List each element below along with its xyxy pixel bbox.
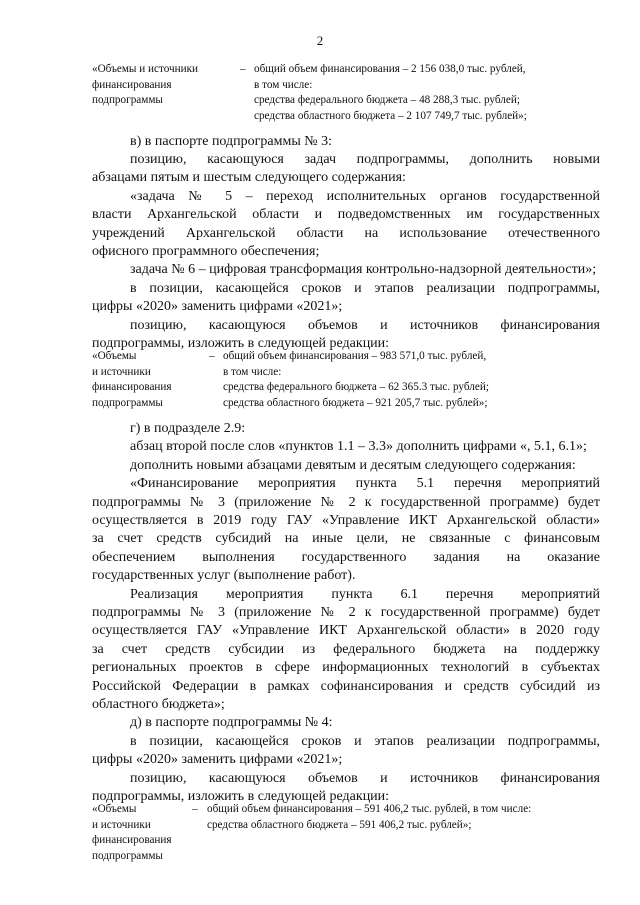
paragraph-line: за счет средств субсидии из федерального бюджета на поддержку — [92, 642, 600, 657]
paragraph-line: в позиции, касающейся сроков и этапов реализации подпрограммы, — [130, 734, 600, 749]
funding-table-1-value: общий объем финансирования – 2 156 038,0 тыс. рублей, в том числе: средства федерального бюджета – 48 288,3 тыс. рублей; средства областного бюджета – 2 107 749,7 тыс. рублей»; — [254, 63, 527, 122]
paragraph-line: в позиции, касающейся сроков и этапов реализации подпрограммы, — [130, 281, 600, 296]
paragraph-line: государственных услуг (выполнение работ). — [92, 568, 356, 583]
paragraph-line: подпрограммы № 3 (приложение № 2 к государственной программе) будет — [92, 605, 600, 620]
funding-table-2-dash: – — [209, 350, 215, 362]
paragraph-line: офисного программного обеспечения; — [92, 244, 320, 259]
paragraph-line: позицию, касающуюся объемов и источников финансирования — [130, 771, 600, 786]
paragraph-line: «Финансирование мероприятия пункта 5.1 перечня мероприятий — [130, 476, 600, 491]
funding-table-1-dash: – — [240, 63, 246, 75]
paragraph-line: осуществляется ГАУ «Управление ИКТ Архангельской области» в 2020 году — [92, 623, 600, 638]
paragraph-line: Российской Федерации в рамках софинансирования и средств субсидий из — [92, 679, 600, 694]
paragraph-line: в) в паспорте подпрограммы № 3: — [130, 134, 332, 149]
paragraph-line: подпрограммы, изложить в следующей редакции: — [92, 789, 390, 804]
paragraph-line: позицию, касающуюся задач подпрограммы, дополнить новыми — [130, 152, 600, 167]
paragraph-line: обеспечением выполнения государственного задания на оказание — [92, 550, 600, 565]
paragraph-line: региональных проектов в сфере информационных технологий в субъектах — [92, 660, 600, 675]
funding-table-1-label: «Объемы и источники финансирования подпрограммы — [92, 63, 199, 107]
paragraph-line: дополнить новыми абзацами девятым и десятым следующего содержания: — [130, 458, 576, 473]
paragraph-line: абзацами пятым и шестым следующего содержания: — [92, 170, 406, 185]
funding-table-3-value: общий объем финансирования – 591 406,2 тыс. рублей, в том числе: средства областного бюджета – 591 406,2 тыс. рублей»; — [207, 803, 532, 831]
paragraph-line: «задача № 5 – переход исполнительных органов государственной — [130, 189, 600, 204]
paragraph-line: власти Архангельской области и подведомственных им государственных — [92, 207, 600, 222]
paragraph-line: позицию, касающуюся объемов и источников финансирования — [130, 318, 600, 333]
paragraph-line: учреждений Архангельской области на использование отечественного — [92, 226, 600, 241]
funding-table-2-value: общий объем финансирования – 983 571,0 тыс. рублей, в том числе: средства федерального бюджета – 62 365.3 тыс. рублей; средства областного бюджета – 921 205,7 тыс. рублей»; — [223, 350, 489, 409]
paragraph-line: абзац второй после слов «пунктов 1.1 – 3.3» дополнить цифрами «, 5.1, 6.1»; — [130, 439, 587, 454]
paragraph-line: Реализация мероприятия пункта 6.1 перечня мероприятий — [130, 587, 600, 602]
funding-table-3-dash: – — [192, 803, 198, 815]
paragraph-line: подпрограммы № 3 (приложение № 2 к государственной программе) будет — [92, 495, 600, 510]
paragraph-line: задача № 6 – цифровая трансформация контрольно-надзорной деятельности»; — [130, 262, 597, 277]
paragraph-line: г) в подразделе 2.9: — [130, 421, 246, 436]
funding-table-2-label: «Объемы и источники финансирования подпрограммы — [92, 350, 172, 409]
paragraph-line: за счет средств субсидий на иные цели, не связанные с финансовым — [92, 531, 600, 546]
paragraph-line: д) в паспорте подпрограммы № 4: — [130, 715, 333, 730]
paragraph-line: цифры «2020» заменить цифрами «2021»; — [92, 299, 343, 314]
paragraph-line: подпрограммы, изложить в следующей редакции: — [92, 336, 390, 351]
paragraph-line: осуществляется в 2019 году ГАУ «Управление ИКТ Архангельской области» — [92, 513, 600, 528]
paragraph-line: цифры «2020» заменить цифрами «2021»; — [92, 752, 343, 767]
page-number: 2 — [316, 33, 324, 48]
funding-table-3-label: «Объемы и источники финансирования подпрограммы — [92, 803, 172, 862]
paragraph-line: областного бюджета»; — [92, 697, 225, 712]
